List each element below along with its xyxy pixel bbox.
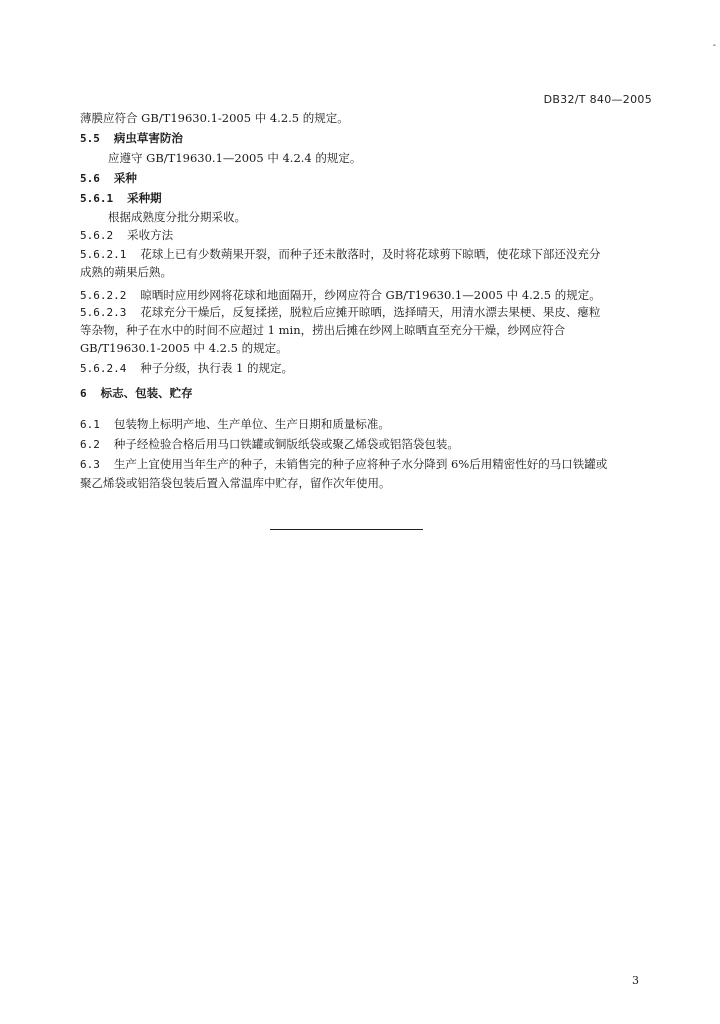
section-title: 采种 [113, 171, 137, 185]
body-line [80, 341, 654, 356]
line-text: 薄膜应符合 GB/T19630.1-2005 中 4.2.5 的规定。 [80, 111, 349, 125]
section-title: 标志、包装、贮存 [100, 386, 193, 400]
clause-text: 包装物上标明产地、生产单位、生产日期和质量标准。 [113, 417, 390, 431]
section-heading-5-6 [80, 171, 654, 186]
section-heading-5-6-1 [80, 191, 654, 206]
clause-number: 6.3 [80, 458, 100, 471]
clause-5-6-2-1 [80, 247, 654, 262]
section-title: 病虫草害防治 [113, 131, 183, 145]
body-line [80, 476, 654, 491]
body-line [108, 151, 654, 166]
clause-6-3 [80, 457, 654, 472]
clause-text: 花球上已有少数蒴果开裂，而种子还未散落时，及时将花球剪下晾晒，使花球下部还没充分 [140, 247, 601, 261]
clause-number: 5.6.2.4 [80, 362, 127, 375]
clause-text: 种子经检验合格后用马口铁罐或铜版纸袋或聚乙烯袋或铝箔袋包装。 [113, 437, 459, 451]
line-text: 聚乙烯袋或铝箔袋包装后置入常温库中贮存，留作次年使用。 [80, 476, 391, 490]
clause-number: 6.2 [80, 438, 100, 451]
clause-text: 种子分级，执行表 1 的规定。 [140, 361, 293, 375]
section-number: 5.5 [80, 132, 100, 145]
section-heading-5-6-2 [80, 228, 654, 243]
section-title: 采收方法 [127, 228, 174, 242]
section-number: 5.6 [80, 172, 100, 185]
body-line [80, 265, 654, 280]
section-title: 采种期 [127, 191, 162, 205]
body-line [80, 323, 654, 338]
clause-text: 花球充分干燥后，反复揉搓，脱粒后应摊开晾晒，选择晴天，用清水漂去果梗、果皮、瘪粒 [140, 305, 601, 319]
line-text: GB/T19630.1-2005 中 4.2.5 的规定。 [80, 341, 288, 355]
section-heading-6 [80, 386, 654, 401]
line-text: 成熟的蒴果后熟。 [80, 265, 172, 279]
clause-5-6-2-3 [80, 305, 654, 320]
line-text: 根据成熟度分批分期采收。 [108, 210, 246, 224]
line-text: 应遵守 GB/T19630.1—2005 中 4.2.4 的规定。 [108, 151, 362, 165]
clause-number: 5.6.2.3 [80, 306, 127, 319]
corner-mark: - [712, 40, 716, 51]
clause-6-1 [80, 417, 654, 432]
standard-code: DB32/T 840—2005 [543, 93, 652, 106]
clause-number: 6.1 [80, 418, 100, 431]
clause-text: 生产上宜使用当年生产的种子，未销售完的种子应将种子水分降到 6%后用精密性好的马口铁罐或 [113, 457, 608, 471]
end-rule [270, 529, 423, 530]
body-line [80, 111, 654, 126]
section-heading-5-5 [80, 131, 654, 146]
clause-5-6-2-2 [80, 288, 654, 303]
clause-number: 5.6.2.1 [80, 248, 127, 261]
body-line [108, 210, 654, 225]
section-number: 5.6.1 [80, 192, 114, 205]
clause-5-6-2-4 [80, 361, 654, 376]
line-text: 等杂物，种子在水中的时间不应超过 1 min，捞出后摊在纱网上晾晒直至充分干燥，纱网应符合 [80, 323, 566, 337]
clause-number: 5.6.2.2 [80, 289, 127, 302]
clause-6-2 [80, 437, 654, 452]
clause-text: 晾晒时应用纱网将花球和地面隔开，纱网应符合 GB/T19630.1—2005 中 4.2.5 的规定。 [140, 288, 601, 302]
section-number: 6 [80, 387, 87, 400]
page-number: 3 [632, 974, 639, 987]
section-number: 5.6.2 [80, 229, 114, 242]
